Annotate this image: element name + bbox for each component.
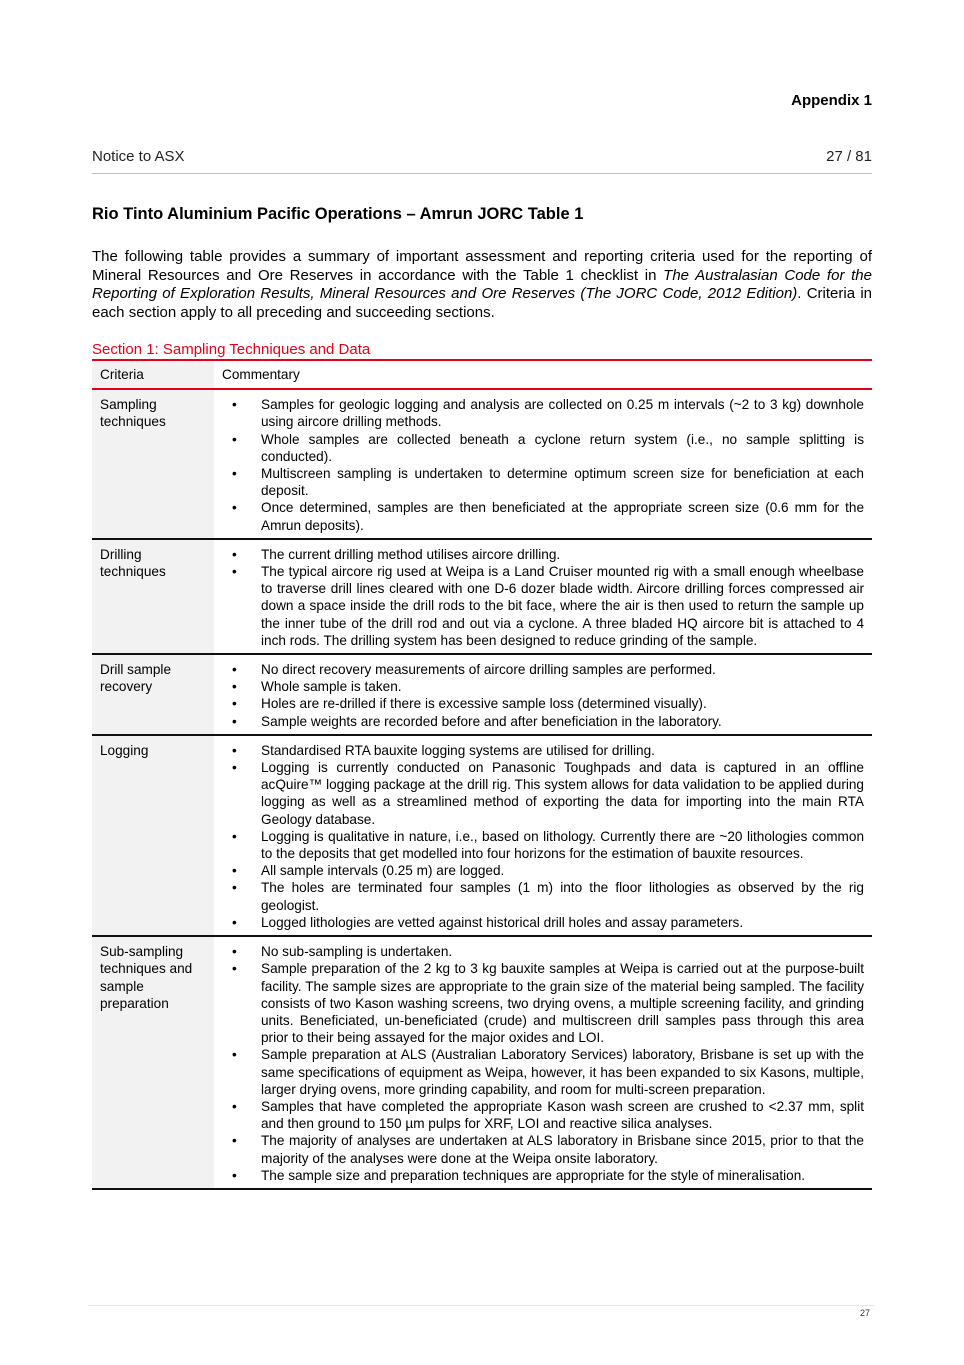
- list-item: [224, 499, 864, 533]
- criteria-cell: Drilling techniques: [92, 539, 214, 654]
- bullet-icon: •: [232, 880, 237, 896]
- list-item: [224, 759, 864, 828]
- list-item: [224, 713, 864, 730]
- intro-text-italic: The Australasian Code for the Reporting of Exploration Results, Mineral Resources and Ore Reserves (The JORC Code, 2012 Edition): [92, 266, 872, 303]
- list-item: [224, 960, 864, 1046]
- list-item: [224, 1046, 864, 1098]
- list-item-text: Logging is qualitative in nature, i.e., based on lithology. Currently there are ~20 lithologies common to the deposits that get modelled into four horizons for the estimation of bauxite resources.: [261, 828, 864, 862]
- list-item-text: The current drilling method utilises aircore drilling.: [261, 546, 561, 562]
- list-item: [224, 828, 864, 862]
- list-item-text: Holes are re-drilled if there is excessive sample loss (determined visually).: [261, 696, 707, 712]
- bullet-icon: •: [232, 564, 237, 580]
- appendix-label: Appendix 1: [791, 92, 872, 109]
- bullet-icon: •: [232, 431, 237, 447]
- list-item-text: Standardised RTA bauxite logging systems are utilised for drilling.: [261, 742, 655, 758]
- list-item: [224, 1098, 864, 1132]
- list-item: [224, 914, 864, 931]
- commentary-cell: [214, 936, 872, 1189]
- list-item-text: Sample weights are recorded before and after beneficiation in the laboratory.: [261, 713, 722, 729]
- list-item: [224, 661, 864, 678]
- list-item: [224, 563, 864, 649]
- list-item: [224, 879, 864, 913]
- bullet-icon: •: [232, 466, 237, 482]
- table-header-row: [92, 361, 872, 389]
- commentary-cell: [214, 389, 872, 539]
- commentary-cell: [214, 654, 872, 735]
- bullet-list: [224, 943, 864, 1184]
- list-item-text: Sample preparation at ALS (Australian Laboratory Services) laboratory, Brisbane is set up with the same specifications of equipment as Weipa, however, it has been expanded to six Kasons, multiple, larger drying ovens, more grinding capability, and room for multi-screen preparation.: [261, 1047, 864, 1097]
- bullet-icon: •: [232, 944, 237, 960]
- bullet-icon: •: [232, 713, 237, 729]
- table-row: [92, 539, 872, 654]
- bullet-icon: •: [232, 1133, 237, 1149]
- list-item-text: Logging is currently conducted on Panasonic Toughpads and data is captured in an offline acQuire™ logging package at the drill rig. This system allows for data validation to be applied during logging as well as a streamlined method of exporting the data for importing into the main RTA Geology database.: [261, 760, 864, 827]
- intro-text-1: The following table provides a summary of important assessment and reporting criteria used for the reporting of Mineral Resources and Ore Reserves in accordance with the Table 1 checklist in: [92, 248, 872, 284]
- document-title: Rio Tinto Aluminium Pacific Operations – Amrun JORC Table 1: [92, 205, 584, 223]
- bullet-icon: •: [232, 546, 237, 562]
- list-item-text: No direct recovery measurements of aircore drilling samples are performed.: [261, 662, 716, 678]
- list-item-text: The sample size and preparation techniques are appropriate for the style of mineralisation.: [261, 1167, 806, 1183]
- bullet-list: [224, 396, 864, 534]
- bullet-icon: •: [232, 500, 237, 516]
- list-item-text: Samples for geologic logging and analysis are collected on 0.25 m intervals (~2 to 3 kg) downhole using aircore drilling methods.: [261, 397, 864, 430]
- bullet-icon: •: [232, 397, 237, 413]
- footer-page-number: 27: [860, 1308, 871, 1318]
- table-body: [92, 389, 872, 1189]
- table-row: [92, 735, 872, 936]
- list-item-text: Whole sample is taken.: [261, 679, 402, 695]
- table-row: [92, 936, 872, 1189]
- list-item: [224, 546, 864, 563]
- list-item: [224, 465, 864, 499]
- bullet-icon: •: [232, 863, 237, 879]
- bullet-icon: •: [232, 662, 237, 678]
- list-item-text: Sample preparation of the 2 kg to 3 kg bauxite samples at Weipa is carried out at the purpose-built facility. The sample sizes are appropriate to the grain size of the material being sampled. The facility consists of two Kason washing screens, two drying ovens, a multiple screening facility, and grinding units. Beneficiated, un-beneficiated (crude) and multiscreen drill samples pass through this area prior to their being assayed for the major oxides and LOI.: [261, 961, 864, 1046]
- bullet-icon: •: [232, 961, 237, 977]
- list-item: [224, 943, 864, 960]
- list-item-text: The holes are terminated four samples (1 m) into the floor lithologies as observed by the rig geologist.: [261, 880, 864, 913]
- commentary-cell: [214, 539, 872, 654]
- bullet-icon: •: [232, 1098, 237, 1114]
- bullet-icon: •: [232, 679, 237, 695]
- list-item: [224, 396, 864, 430]
- table-row: [92, 654, 872, 735]
- notice-label: Notice to ASX: [92, 148, 185, 165]
- list-item-text: Once determined, samples are then beneficiated at the appropriate screen size (0.6 mm for the Amrun deposits).: [261, 500, 864, 533]
- footer-divider: [88, 1305, 874, 1306]
- bullet-list: [224, 546, 864, 649]
- intro-text-2: . Criteria in each section apply to all preceding and succeeding sections.: [92, 285, 872, 321]
- bullet-icon: •: [232, 696, 237, 712]
- bullet-icon: •: [232, 742, 237, 758]
- bullet-icon: •: [232, 1167, 237, 1183]
- list-item-text: The majority of analyses are undertaken at ALS laboratory in Brisbane since 2015, prior to that the majority of the analyses were done at the Weipa onsite laboratory.: [261, 1133, 864, 1166]
- criteria-cell: Sampling techniques: [92, 389, 214, 539]
- list-item-text: Whole samples are collected beneath a cyclone return system (i.e., no sample splitting is conducted).: [261, 431, 864, 464]
- column-header-criteria: Criteria: [92, 361, 214, 389]
- running-header: [92, 148, 872, 165]
- table-row: [92, 389, 872, 539]
- header-divider: [92, 173, 872, 174]
- page-indicator: 27 / 81: [826, 148, 872, 165]
- list-item: [224, 695, 864, 712]
- jorc-table: [92, 361, 872, 1190]
- list-item: [224, 678, 864, 695]
- bullet-icon: •: [232, 828, 237, 844]
- list-item: [224, 1167, 864, 1184]
- section-title: Section 1: Sampling Techniques and Data: [92, 341, 371, 358]
- criteria-cell: Logging: [92, 735, 214, 936]
- bullet-list: [224, 661, 864, 730]
- bullet-icon: •: [232, 760, 237, 776]
- list-item: [224, 431, 864, 465]
- criteria-cell: Drill sample recovery: [92, 654, 214, 735]
- criteria-cell: Sub-sampling techniques and sample preparation: [92, 936, 214, 1189]
- list-item: [224, 1132, 864, 1166]
- list-item-text: All sample intervals (0.25 m) are logged.: [261, 863, 505, 879]
- intro-paragraph: [92, 248, 872, 322]
- bullet-icon: •: [232, 1047, 237, 1063]
- column-header-commentary: Commentary: [222, 367, 300, 382]
- list-item-text: Samples that have completed the appropriate Kason wash screen are crushed to <2.37 mm, split and then ground to 150 µm pulps for XRF, LOI and reactive silica analyses.: [261, 1098, 864, 1132]
- list-item-text: No sub-sampling is undertaken.: [261, 944, 453, 960]
- bullet-list: [224, 742, 864, 931]
- bullet-icon: •: [232, 914, 237, 930]
- list-item-text: The typical aircore rig used at Weipa is a Land Cruiser mounted rig with a small enough wheelbase to traverse drill lines cleared with one D-6 dozer blade width. Aircore drilling forces compressed air down a space inside the drill rods to the bit face, where the air is then used to return the sample up the inner tube of the drill rod and out via a cyclone. A three bladed HQ aircore bit is attached to 4 inch rods. The drilling system has been designed to reduce grinding of the sample.: [261, 564, 864, 648]
- list-item: [224, 742, 864, 759]
- commentary-cell: [214, 735, 872, 936]
- list-item-text: Multiscreen sampling is undertaken to determine optimum screen size for beneficiation at each deposit.: [261, 466, 864, 499]
- list-item: [224, 862, 864, 879]
- list-item-text: Logged lithologies are vetted against historical drill holes and assay parameters.: [261, 914, 744, 930]
